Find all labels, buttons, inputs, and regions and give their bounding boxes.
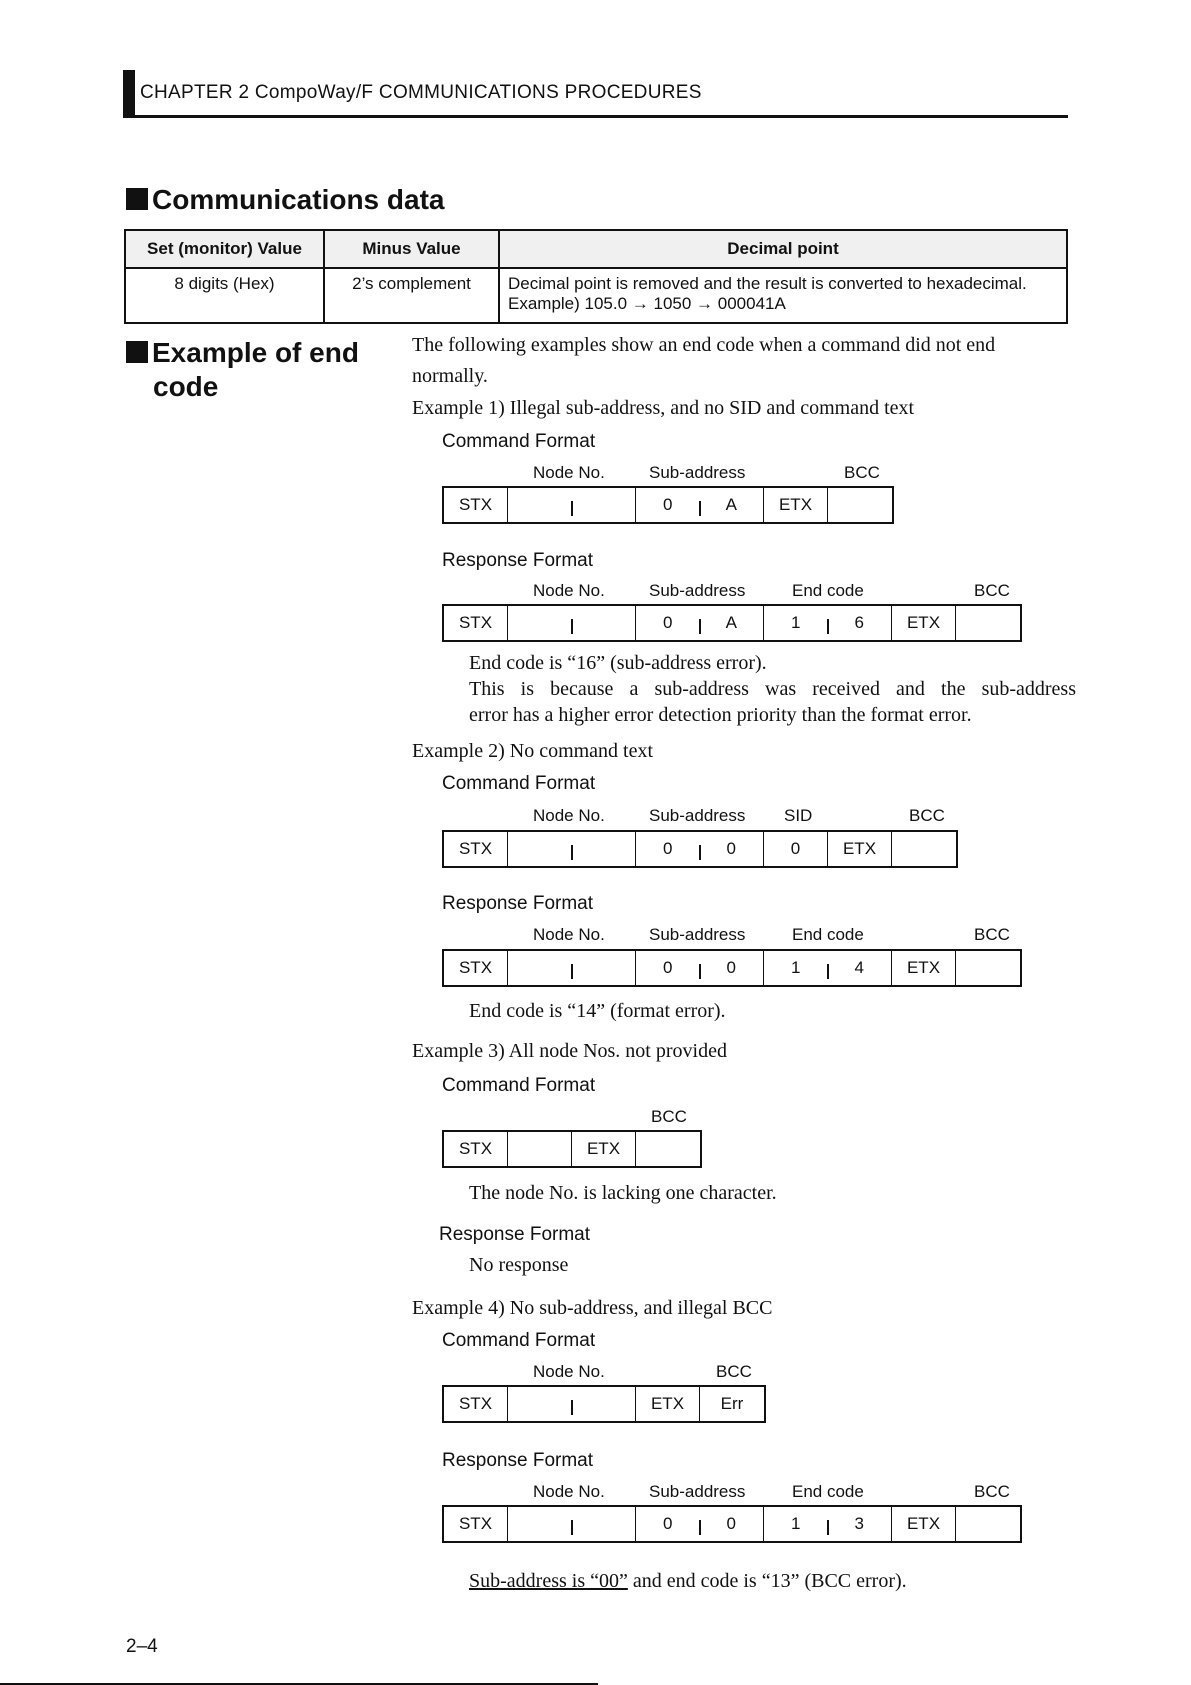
bcc-cell bbox=[828, 488, 892, 522]
ex2-resp-end-label: End code bbox=[792, 925, 864, 944]
bcc-cell: Err bbox=[720, 1394, 744, 1413]
node-no-cell bbox=[508, 488, 636, 522]
sub-address-digit-1: 0 bbox=[663, 839, 673, 858]
square-bullet-icon bbox=[126, 341, 148, 363]
bcc-cell bbox=[956, 951, 1020, 985]
sub-address-cell bbox=[636, 951, 764, 985]
ex4-command-format-label: Command Format bbox=[442, 1330, 596, 1351]
end-code-digit-2: 3 bbox=[854, 1514, 864, 1533]
comm-data-heading bbox=[126, 183, 444, 217]
end-code-digit-2: 4 bbox=[854, 958, 864, 977]
sub-address-digit-2: 0 bbox=[726, 958, 736, 977]
decimal-point-text: Decimal point is removed and the result is converted to hexadecimal. bbox=[508, 274, 1027, 293]
comm-data-table bbox=[124, 229, 1068, 324]
cell-set-value: 8 digits (Hex) bbox=[125, 268, 324, 323]
stx-cell: STX bbox=[444, 1507, 508, 1541]
end-code-title: Example of end bbox=[152, 337, 359, 368]
etx-cell: ETX bbox=[764, 488, 828, 522]
end-code-digit-2: 6 bbox=[854, 613, 864, 632]
sub-address-digit-1: 0 bbox=[663, 958, 673, 977]
ex1-cmd-bcc-label: BCC bbox=[844, 463, 880, 482]
ex2-response-format-label: Response Format bbox=[442, 893, 594, 914]
sub-address-digit-2: 0 bbox=[726, 839, 736, 858]
stx-cell: STX bbox=[444, 1132, 508, 1166]
ex1-command-frame bbox=[442, 486, 894, 524]
ex2-cmd-bcc-label: BCC bbox=[909, 806, 945, 825]
bcc-cell bbox=[892, 832, 956, 866]
ex4-note-underlined: Sub-address is “00” bbox=[469, 1570, 628, 1592]
ex3-command-format-label: Command Format bbox=[442, 1075, 596, 1096]
sub-address-digit-1: 0 bbox=[663, 495, 673, 514]
ex4-note-1 bbox=[469, 1570, 907, 1593]
sub-address-digit-2: A bbox=[725, 495, 737, 514]
etx-cell: ETX bbox=[636, 1387, 700, 1421]
ex4-cmd-node-label: Node No. bbox=[533, 1362, 605, 1381]
example-3-title: Example 3) All node Nos. not provided bbox=[412, 1040, 727, 1062]
decimal-point-example: Example) 105.0 → 1050 → 000041A bbox=[508, 294, 786, 313]
ex4-resp-sub-label: Sub-address bbox=[649, 1482, 746, 1501]
ex1-response-format-label: Response Format bbox=[442, 550, 594, 571]
node-no-cell bbox=[508, 951, 636, 985]
stx-cell: STX bbox=[444, 1387, 508, 1421]
etx-cell: ETX bbox=[572, 1132, 636, 1166]
ex2-cmd-node-label: Node No. bbox=[533, 806, 605, 825]
ex1-cmd-sub-label: Sub-address bbox=[649, 463, 746, 482]
ex1-command-format-label: Command Format bbox=[442, 431, 596, 452]
node-no-cell bbox=[508, 832, 636, 866]
sub-address-cell bbox=[636, 832, 764, 866]
example-4-title: Example 4) No sub-address, and illegal BCC bbox=[412, 1297, 773, 1319]
stx-cell: STX bbox=[444, 488, 508, 522]
ex4-response-format-label: Response Format bbox=[442, 1450, 594, 1471]
col-header-minus-value: Minus Value bbox=[324, 230, 499, 268]
ex1-resp-sub-label: Sub-address bbox=[649, 581, 746, 600]
node-no-cell bbox=[508, 606, 636, 640]
intro-text: The following examples show an end code when a command did not end bbox=[412, 334, 996, 356]
ex2-resp-bcc-label: BCC bbox=[974, 925, 1010, 944]
ex4-cmd-bcc-label: BCC bbox=[716, 1362, 752, 1381]
end-code-heading-line2: code bbox=[153, 371, 219, 402]
sub-address-digit-2: 0 bbox=[726, 1514, 736, 1533]
chapter-header: CHAPTER 2 CompoWay/F COMMUNICATIONS PROCEDURES bbox=[140, 82, 702, 103]
sub-address-digit-1: 0 bbox=[663, 1514, 673, 1533]
ex4-resp-node-label: Node No. bbox=[533, 1482, 605, 1501]
ex1-resp-end-label: End code bbox=[792, 581, 864, 600]
ex2-resp-sub-label: Sub-address bbox=[649, 925, 746, 944]
col-header-decimal-point: Decimal point bbox=[499, 230, 1067, 268]
ex2-cmd-sid-label: SID bbox=[784, 806, 813, 825]
etx-cell: ETX bbox=[828, 832, 892, 866]
ex3-command-frame bbox=[442, 1130, 702, 1168]
sub-address-cell bbox=[636, 1507, 764, 1541]
ex1-resp-bcc-label: BCC bbox=[974, 581, 1010, 600]
ex4-resp-bcc-label: BCC bbox=[974, 1482, 1010, 1501]
end-code-digit-1: 1 bbox=[791, 1514, 801, 1533]
ex4-note-rest: and end code is “13” (BCC error). bbox=[627, 1570, 907, 1592]
etx-cell: ETX bbox=[892, 606, 956, 640]
square-bullet-icon bbox=[126, 188, 148, 210]
comm-data-title: Communications data bbox=[152, 184, 445, 215]
ex3-no-response: No response bbox=[469, 1254, 569, 1276]
ex2-command-format-label: Command Format bbox=[442, 773, 596, 794]
ex3-cmd-bcc-label: BCC bbox=[651, 1107, 687, 1126]
ex2-response-frame bbox=[442, 949, 1022, 987]
end-code-cell bbox=[764, 951, 892, 985]
bcc-cell bbox=[956, 606, 1020, 640]
end-code-digit-1: 1 bbox=[791, 958, 801, 977]
etx-cell: ETX bbox=[892, 1507, 956, 1541]
cell-decimal-point bbox=[499, 268, 1067, 323]
ex1-cmd-node-label: Node No. bbox=[533, 463, 605, 482]
cell-minus-value: 2’s complement bbox=[324, 268, 499, 323]
end-code-heading bbox=[126, 336, 359, 370]
example-1-title: Example 1) Illegal sub-address, and no SID and command text bbox=[412, 397, 915, 419]
ex1-response-frame bbox=[442, 604, 1022, 642]
node-no-cell bbox=[508, 1132, 572, 1166]
bcc-cell bbox=[956, 1507, 1020, 1541]
stx-cell: STX bbox=[444, 832, 508, 866]
ex3-response-format-label: Response Format bbox=[439, 1224, 591, 1245]
ex2-command-frame bbox=[442, 830, 958, 868]
sub-address-cell bbox=[636, 606, 764, 640]
ex1-note-2: This is because a sub-address was received and the sub-address bbox=[469, 678, 1076, 700]
etx-cell: ETX bbox=[892, 951, 956, 985]
intro-text-cont: normally. bbox=[412, 365, 488, 387]
header-rule bbox=[123, 115, 1068, 118]
page-number: 2–4 bbox=[126, 1636, 158, 1657]
ex1-resp-node-label: Node No. bbox=[533, 581, 605, 600]
bcc-cell bbox=[636, 1132, 700, 1166]
ex2-note-1: End code is “14” (format error). bbox=[469, 1000, 726, 1022]
sub-address-digit-1: 0 bbox=[663, 613, 673, 632]
ex4-command-frame bbox=[442, 1385, 766, 1423]
ex3-note-1: The node No. is lacking one character. bbox=[469, 1182, 777, 1204]
end-code-cell bbox=[764, 606, 892, 640]
ex4-response-frame bbox=[442, 1505, 1022, 1543]
chapter-marker bbox=[123, 70, 135, 118]
ex1-note-3: error has a higher error detection priority than the format error. bbox=[469, 704, 972, 726]
stx-cell: STX bbox=[444, 606, 508, 640]
node-no-cell bbox=[508, 1507, 636, 1541]
node-no-cell bbox=[508, 1387, 636, 1421]
ex1-note-1: End code is “16” (sub-address error). bbox=[469, 652, 767, 674]
ex4-resp-end-label: End code bbox=[792, 1482, 864, 1501]
sub-address-cell bbox=[636, 488, 764, 522]
end-code-cell bbox=[764, 1507, 892, 1541]
sid-cell: 0 bbox=[764, 832, 828, 866]
ex2-resp-node-label: Node No. bbox=[533, 925, 605, 944]
stx-cell: STX bbox=[444, 951, 508, 985]
ex2-cmd-sub-label: Sub-address bbox=[649, 806, 746, 825]
col-header-set-value: Set (monitor) Value bbox=[125, 230, 324, 268]
end-code-digit-1: 1 bbox=[791, 613, 801, 632]
example-2-title: Example 2) No command text bbox=[412, 740, 654, 762]
sub-address-digit-2: A bbox=[725, 613, 737, 632]
